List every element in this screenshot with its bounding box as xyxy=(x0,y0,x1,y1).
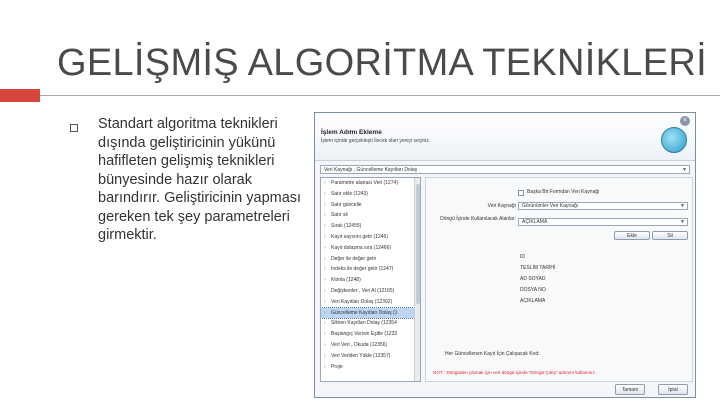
tree-item[interactable]: › Satır ekle (1243) xyxy=(321,189,420,200)
tree-item[interactable]: › Satır sil xyxy=(321,210,420,221)
process-step-dialog xyxy=(314,112,696,398)
field-list-item[interactable]: ID xyxy=(520,254,525,260)
loop-fields-select[interactable] xyxy=(518,218,688,226)
slide-title: GELİŞMİŞ ALGORİTMA TEKNİKLERİ xyxy=(57,42,707,84)
tree-item[interactable]: › Silinen Kayıtları Dolaş (12354 xyxy=(321,318,420,329)
tree-item[interactable]: › Veri Veri , Okuda (12356) xyxy=(321,340,420,351)
field-list-item[interactable]: AÇIKLAMA xyxy=(520,298,546,304)
step-tree[interactable] xyxy=(320,177,421,382)
tree-item[interactable]: › Kayıt dolaşma sıra (12466) xyxy=(321,243,420,254)
chevron-down-icon: ▼ xyxy=(682,167,687,173)
app-logo-icon xyxy=(661,127,687,153)
tree-item[interactable]: › Değişkenler , Veri Al (12165) xyxy=(321,286,420,297)
title-accent-bar xyxy=(0,89,40,102)
title-divider xyxy=(40,95,720,96)
tree-item[interactable]: › Değer ile değer getir xyxy=(321,254,420,265)
step-type-value: Veri Kaynağı , Güncelleme Kayıtları Dolaş xyxy=(324,167,418,173)
tree-item[interactable]: › Kayıt sayısını getir (1246) xyxy=(321,232,420,243)
add-field-button[interactable]: Ekle xyxy=(614,231,650,240)
step-type-select[interactable] xyxy=(320,165,690,174)
tree-item[interactable]: › Sıralı (12455) xyxy=(321,221,420,232)
chevron-down-icon: ▼ xyxy=(680,203,685,209)
updated-record-code-label: Her Güncellenen Kayıt İçin Çalışacak Kod: xyxy=(445,351,540,357)
source-select[interactable] xyxy=(518,202,688,210)
other-form-checkbox-label: Başka Bir Formdan Veri Kaynağı xyxy=(527,189,600,195)
delete-field-button[interactable]: Sil xyxy=(652,231,688,240)
field-list[interactable] xyxy=(520,252,555,307)
other-form-checkbox[interactable] xyxy=(518,190,524,196)
tree-item[interactable]: › Güncelleme Kayıtları Dolaş (1 xyxy=(321,308,420,319)
bullet-square-icon xyxy=(70,124,78,132)
chevron-down-icon: ▼ xyxy=(680,219,685,225)
field-list-item[interactable]: AD SOYAD xyxy=(520,276,546,282)
tree-item[interactable]: › Klonla (1248) xyxy=(321,275,420,286)
loop-fields-label: Döngü İçinde Kullanılacak Alanlar: xyxy=(440,216,516,222)
tree-scroll-thumb[interactable] xyxy=(416,184,420,304)
tree-item[interactable]: › Veri Veriden Yükle (12357) xyxy=(321,351,420,362)
tree-item[interactable]: › Başlangıç Verisin Eşitle (1233 xyxy=(321,329,420,340)
dialog-title: İşlem Adımı Ekleme xyxy=(321,129,382,136)
dialog-header xyxy=(315,113,695,161)
bullet-text: Standart algoritma teknikleri dışında geliştiricinin yükünü hafifleten gelişmiş teknikleri bünyesinde hazır olarak barındırır. Geliştiricinin yapması gereken tek şey parametreleri girmektir. xyxy=(98,116,302,243)
field-list-item[interactable]: TESLİM TARİHİ xyxy=(520,265,556,271)
source-select-value: Görünümler Veri Kaynağı xyxy=(522,203,579,209)
source-label: Veri Kaynağı xyxy=(487,203,516,209)
field-list-item[interactable]: DOSYA NO xyxy=(520,287,546,293)
loop-fields-value: AÇIKLAMA xyxy=(522,219,548,225)
tree-item[interactable]: › Satır güncelle xyxy=(321,200,420,211)
tree-item[interactable]: › Veri Kayıtları Dolaş (12392) xyxy=(321,297,420,308)
tree-item[interactable]: › Proje xyxy=(321,362,420,373)
tree-item[interactable]: › Parametre atanası Veri (1274) xyxy=(321,178,420,189)
dialog-subtitle: İşlem içinde gerçekleşti İlecek olan yeniyi seçiniz. xyxy=(321,138,431,144)
loop-exit-warning: NOT : Döngüden çıkmak için veri döngü içinde "Döngü Çıkış" adımını kullanınız. xyxy=(433,370,597,375)
close-icon[interactable]: × xyxy=(680,116,690,126)
tree-scrollbar[interactable] xyxy=(414,178,420,381)
ok-button[interactable]: Tamam xyxy=(615,384,645,395)
cancel-button[interactable]: İptal xyxy=(658,384,688,395)
tree-item[interactable]: › İndeks ile değer getir (1247) xyxy=(321,264,420,275)
